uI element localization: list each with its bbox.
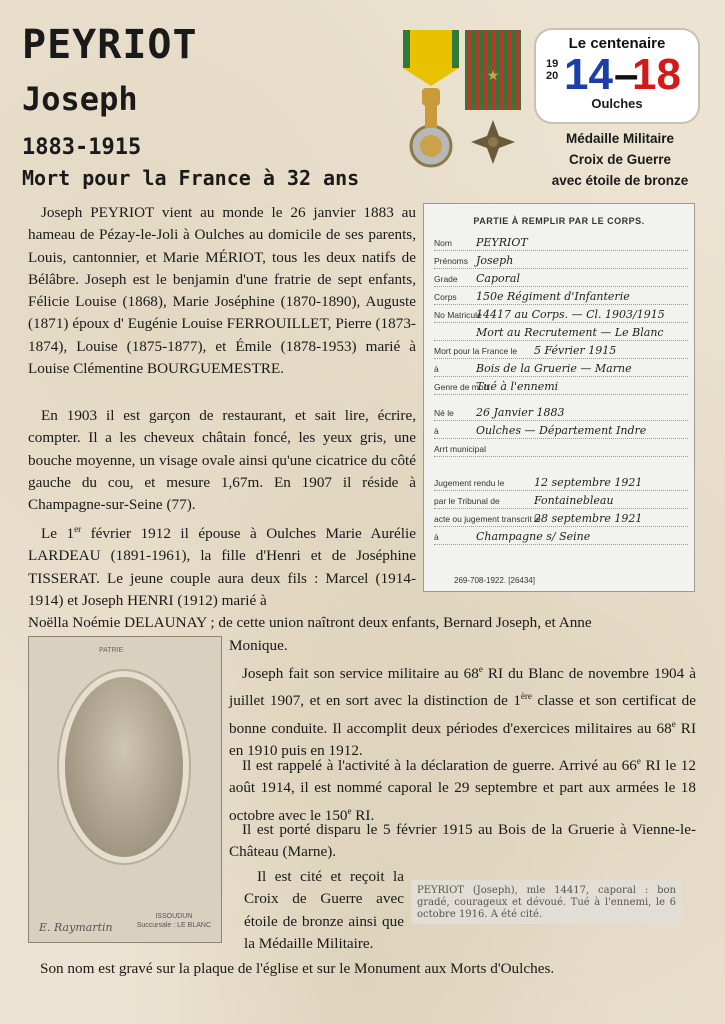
record-row-label: Arrt municipal <box>434 444 486 454</box>
medaille-militaire-icon <box>403 30 459 166</box>
record-row <box>434 508 688 527</box>
record-row-value: 150e Régiment d'Infanterie <box>476 290 630 303</box>
record-row-value: Fontainebleau <box>534 494 614 507</box>
record-row-label: Jugement rendu le <box>434 478 505 488</box>
paragraph-recall: Il est rappelé à l'activité à la déclaration de guerre. Arrivé au 66e RI le 12 août 1914, il est nommé caporal le 29 septembre et part aux armées le 18 octobre avec le 150e RI. <box>229 756 696 824</box>
record-row-label: Nom <box>434 238 452 248</box>
record-row-value: Tué à l'ennemi <box>476 380 559 393</box>
record-row <box>434 304 688 323</box>
record-row-value: PEYRIOT <box>476 236 528 249</box>
medal-caption-line: avec étoile de bronze <box>551 173 689 188</box>
portrait-oval <box>65 677 183 857</box>
page-title-surname: PEYRIOT <box>22 22 198 68</box>
paragraph-memorial: Son nom est gravé sur la plaque de l'église et sur le Monument aux Morts d'Oulches. <box>40 960 555 977</box>
record-row <box>434 402 688 421</box>
record-title: PARTIE À REMPLIR PAR LE CORPS. <box>473 216 645 226</box>
logo-dash: – <box>614 50 639 99</box>
record-row <box>434 340 688 359</box>
military-record-card <box>423 203 695 592</box>
record-row-value: Oulches — Département Indre <box>476 424 647 437</box>
life-years: 1883-1915 <box>22 135 142 160</box>
record-row-value: 12 septembre 1921 <box>534 476 643 489</box>
photo-studio: ISSOUDUN Succursale : LE BLANC <box>136 913 211 929</box>
record-row-label: Prénoms <box>434 256 469 266</box>
paragraph-marriage: Le 1er février 1912 il épouse à Oulches Marie Aurélie LARDEAU (1891-1961), la fille d'Henri et de Joséphine TISSERAT. Le jeune couple aura deux fils : Marcel (1914-1914) et Joseph HENRI (1912) marié à <box>28 524 416 609</box>
svg-text:★: ★ <box>486 69 500 84</box>
logo-line1: Le centenaire <box>568 35 666 52</box>
medal-caption-line: Croix de Guerre <box>568 152 672 167</box>
record-row-value: Caporal <box>476 272 520 285</box>
record-row-value: Joseph <box>476 254 514 267</box>
record-row-label: à <box>434 532 439 542</box>
record-row <box>434 438 688 457</box>
logo-place: Oulches <box>591 96 643 111</box>
record-row-value: Mort au Recrutement — Le Blanc <box>476 326 664 339</box>
record-row <box>434 232 688 251</box>
record-row <box>434 358 688 377</box>
paragraph-service: Joseph fait son service militaire au 68e RI du Blanc de novembre 1904 à juillet 1907, et en sort avec la distinction de 1ère classe et son certificat de bonne conduite. Il accomplit deux périodes d'exercices militaires au 68e RI en 1910 puis en 1912. <box>229 664 697 760</box>
logo-18: 18 <box>632 50 681 99</box>
record-row <box>434 286 688 305</box>
record-row <box>434 322 688 341</box>
logo-14: 14 <box>564 50 613 99</box>
record-row-label: Grade <box>434 274 458 284</box>
record-row-value: 5 Février 1915 <box>534 344 617 357</box>
medal-caption <box>536 128 704 191</box>
paragraph-citation: Il est cité et reçoit la Croix de Guerre avec étoile de bronze ainsi que la Médaille Militaire. <box>244 868 404 952</box>
record-row-label: à <box>434 426 439 436</box>
record-row <box>434 376 688 395</box>
death-subtitle: Mort pour la France à 32 ans <box>22 166 360 190</box>
photographer-signature: E. Raymartin <box>39 921 113 934</box>
medal-caption-line: Médaille Militaire <box>565 131 675 146</box>
record-row-value: 26 Janvier 1883 <box>476 406 565 419</box>
record-row-value: Champagne s/ Seine <box>476 530 591 543</box>
medals-image <box>398 28 528 178</box>
record-row <box>434 490 688 509</box>
record-row-label: Corps <box>434 292 457 302</box>
record-row-label: par le Tribunal de <box>434 496 500 506</box>
logo-years-small: 19 20 <box>546 58 559 82</box>
record-row-value: 14417 au Corps. — Cl. 1903/1915 <box>476 308 665 321</box>
centenaire-logo <box>536 30 698 122</box>
paragraph-missing: Il est porté disparu le 5 février 1915 au Bois de la Gruerie à Vienne-le-Château (Marne). <box>229 821 696 861</box>
record-footer: 269-708-1922. [26434] <box>454 576 535 585</box>
record-row-label: Né le <box>434 408 454 418</box>
citation-clipping: PEYRIOT (Joseph), mle 14417, caporal : bon gradé, courageux et dévoué. Tué à l'ennemi, le 6 octobre 1916. A été cité. <box>411 880 682 924</box>
croix-de-guerre-icon <box>465 30 521 164</box>
record-row <box>434 526 688 545</box>
paragraph-monique: Monique. <box>229 637 288 654</box>
record-row-value: Bois de la Gruerie — Marne <box>476 362 632 375</box>
record-row-value: 28 septembre 1921 <box>534 512 643 525</box>
record-row <box>434 268 688 287</box>
record-row <box>434 420 688 439</box>
paragraph-description: En 1903 il est garçon de restaurant, et sait lire, écrire, compter. Il a les cheveux châtain foncé, les yeux gris, une bouche moyenne, un visage ovale ainsi qu'une cicatrice du côté gauche du cou, et mesure 1,67m. En 1907 il réside à Champagne-sur-Seine (77). <box>28 407 416 514</box>
record-row <box>434 250 688 269</box>
logo-years <box>536 50 698 98</box>
page-title-firstname: Joseph <box>22 80 138 118</box>
record-row-label: Genre de mort <box>434 382 489 392</box>
record-row-label: Mort pour la France le <box>434 346 518 356</box>
record-row-label: acte ou jugement transcrit le <box>434 514 541 524</box>
portrait-photo <box>28 636 222 943</box>
record-row-label: à <box>434 364 439 374</box>
photo-crown-text: PATRIE <box>99 647 124 654</box>
record-row <box>434 472 688 491</box>
paragraph-marriage-cont: Noëlla Noémie DELAUNAY ; de cette union naîtront deux enfants, Bernard Joseph, et Anne <box>28 614 592 631</box>
paragraph-birth: Joseph PEYRIOT vient au monde le 26 janvier 1883 au hameau de Pézay-le-Joli à Oulches au domicile de ses parents, Louis, cantonnier, et Marie MÉRIOT, tous les deux natifs de Bélâbre. Joseph est le benjamin d'une fratrie de sept enfants, Félicie Louise (1868), Marie Joséphine (1870-1890), Auguste (1871) époux d' Eugénie Louise FERROUILLET, Pierre (1873-1874), Louise (1875-1877), et Émile (1878-1953) marié à Louise Clémentine BOURGUEMESTRE. <box>28 204 416 378</box>
record-row-label: No Matricule <box>434 310 482 320</box>
